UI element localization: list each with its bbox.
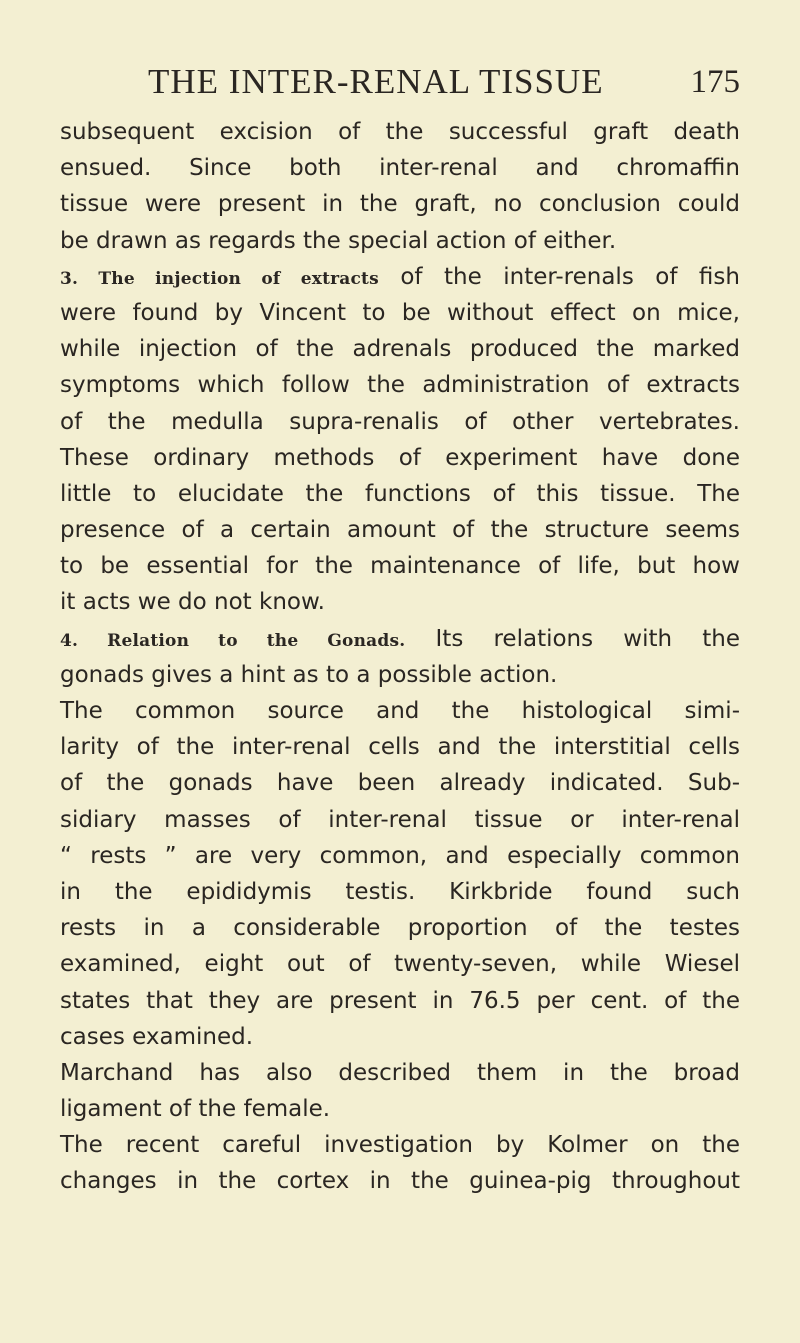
text-line [60, 367, 740, 403]
line-text: it acts we do not know. [60, 589, 325, 616]
text-line [60, 693, 740, 729]
line-text: rests in a considerable proportion of the testes [60, 915, 740, 942]
page-number: 175 [690, 64, 740, 100]
text-line [60, 223, 740, 259]
text-line [60, 1163, 740, 1199]
line-text: were found by Vincent to be without effect on mice, [60, 299, 740, 326]
line-text: gonads gives a hint as to a possible action. [60, 661, 558, 688]
line-text: while injection of the adrenals produced the marked [60, 336, 740, 363]
line-text: These ordinary methods of experiment have done [60, 444, 740, 471]
line-text: The recent careful investigation by Kolmer on the [60, 1132, 740, 1159]
text-line [60, 584, 740, 620]
text-line [60, 404, 740, 440]
running-head [60, 62, 740, 112]
text-line [60, 946, 740, 982]
line-text: sidiary masses of inter-renal tissue or inter-renal [60, 806, 740, 833]
line-text: in the epididymis testis. Kirkbride found such [60, 878, 740, 905]
section-heading: 4. Relation to the Gonads. [60, 630, 406, 651]
body-text [60, 114, 740, 1200]
line-text: states that they are present in 76.5 per cent. of the [60, 987, 740, 1014]
line-text: ensued. Since both inter-renal and chromaffin [60, 155, 740, 182]
line-text: changes in the cortex in the guinea-pig throughout [60, 1168, 740, 1195]
text-line [60, 440, 740, 476]
line-text: Its relations with the [405, 625, 741, 652]
text-line [60, 1091, 740, 1127]
line-text: of the inter-renals of fish [378, 263, 740, 290]
text-line [60, 729, 740, 765]
line-text: presence of a certain amount of the structure seems [60, 517, 740, 544]
text-line [60, 512, 740, 548]
text-line [60, 259, 740, 295]
text-line [60, 765, 740, 801]
text-line [60, 476, 740, 512]
section-heading: 3. The injection of extracts [60, 268, 379, 289]
text-line [60, 114, 740, 150]
line-text: of the gonads have been already indicated. Sub- [60, 770, 740, 797]
line-text: subsequent excision of the successful graft death [60, 119, 740, 145]
text-line [60, 657, 740, 693]
line-text: examined, eight out of twenty-seven, while Wiesel [60, 951, 740, 978]
text-line [60, 910, 740, 946]
text-line [60, 802, 740, 838]
line-text: ligament of the female. [60, 1096, 331, 1123]
text-line [60, 1055, 740, 1091]
line-text: symptoms which follow the administration of extracts [60, 372, 740, 399]
line-text: “ rests ” are very common, and especially common [60, 842, 740, 869]
running-title: THE INTER-RENAL TISSUE [148, 62, 604, 101]
line-text: larity of the inter-renal cells and the interstitial cells [60, 734, 740, 761]
text-line [60, 186, 740, 222]
text-line [60, 1019, 740, 1055]
line-text: Marchand has also described them in the broad [60, 1059, 740, 1086]
text-line [60, 331, 740, 367]
line-text: The common source and the histological simi- [60, 698, 740, 724]
line-text: tissue were present in the graft, no conclusion could [60, 191, 740, 218]
text-line [60, 1127, 740, 1163]
text-line [60, 983, 740, 1019]
text-line [60, 295, 740, 331]
line-text: of the medulla supra-renalis of other vertebrates. [60, 408, 740, 435]
line-text: cases examined. [60, 1023, 254, 1050]
line-text: little to elucidate the functions of this tissue. The [60, 480, 740, 507]
text-line [60, 874, 740, 910]
text-line [60, 838, 740, 874]
line-text: be drawn as regards the special action of either. [60, 227, 617, 254]
text-line [60, 150, 740, 186]
text-line [60, 548, 740, 584]
line-text: to be essential for the maintenance of life, but how [60, 553, 740, 580]
text-line [60, 621, 740, 657]
